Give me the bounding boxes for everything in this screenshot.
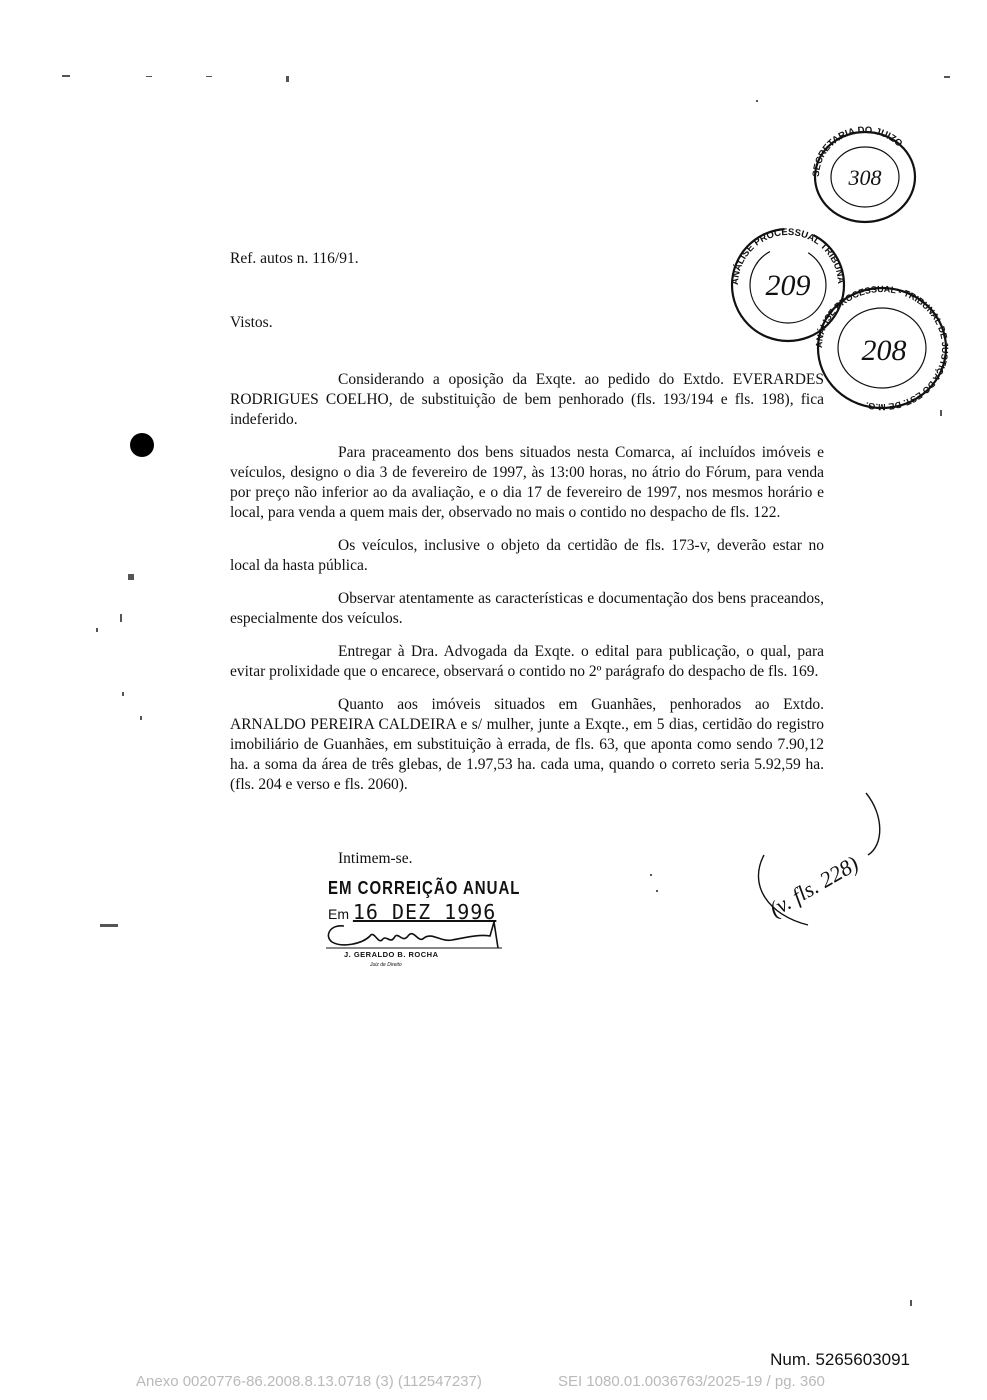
document-body (230, 370, 824, 808)
secretaria-stamp (805, 125, 925, 225)
margin-note-text: (v. fls. 228) (764, 850, 863, 922)
scan-speck (96, 628, 98, 632)
paragraph: Entregar à Dra. Advogada da Exqte. o edital para publicação, o qual, para evitar prolixidade que o encarece, observará o contido no 2º parágrafo do despacho de fls. 169. (230, 643, 824, 680)
correicao-date-value: 16 DEZ 1996 (352, 900, 497, 924)
paragraph: Observar atentamente as características e documentação dos bens praceandos, especialmente dos veículos. (230, 590, 824, 627)
paragraph: Quanto aos imóveis situados em Guanhães, penhorados ao Extdo. ARNALDO PEREIRA CALDEIRA e s/ mulher, junte a Exqte., em 5 dias, certidão do registro imobiliário de Guanhães, em substituição à errada, de fls. 63, que aponta como sendo 7.90,12 ha. a soma da área de três glebas, de 1.97,53 ha. cada uma, quando o correto seria 5.92,59 ha. (fls. 204 e verso e fls. 2060). (230, 696, 824, 793)
greeting: Vistos. (230, 314, 273, 331)
scan-speck (756, 100, 758, 102)
scan-speck (120, 614, 122, 622)
paragraph: Para praceamento dos bens situados nesta Comarca, aí incluídos imóveis e veículos, designo o dia 3 de fevereiro de 1997, às 13:00 horas, no átrio do Fórum, para venda por preço não inferior ao da avaliação, e o dia 17 de fevereiro de 1997, nos mesmos horário e local, para venda a quem mais der, observado no mais o contido no despacho de fls. 122. (230, 444, 824, 521)
tribunal-top-stamp-number: 209 (765, 269, 811, 302)
closing-line: Intimem-se. (338, 850, 413, 867)
judge-title: Juiz de Direito (370, 962, 402, 968)
paragraph: Os veículos, inclusive o objeto da certidão de fls. 173-v, deverão estar no local da hasta pública. (230, 537, 824, 574)
punch-hole (130, 433, 154, 457)
tribunal-top-stamp-text: ANÁLISE PROCESSUAL TRIBUNAL (717, 207, 847, 286)
correicao-date-prefix: Em (328, 906, 349, 922)
scan-speck (656, 890, 658, 892)
sei-page-reference: SEI 1080.01.0036763/2025-19 / pg. 360 (558, 1373, 825, 1390)
annex-reference: Anexo 0020776-86.2008.8.13.0718 (3) (112547237) (136, 1373, 482, 1390)
judge-name: J. GERALDO B. ROCHA (344, 950, 439, 959)
tribunal-right-stamp-number: 208 (861, 334, 907, 367)
margin-note (748, 775, 888, 935)
reference-line: Ref. autos n. 116/91. (230, 250, 359, 267)
scan-speck (128, 574, 134, 580)
scan-speck (140, 716, 142, 720)
scan-speck (146, 76, 152, 77)
correicao-stamp (322, 880, 522, 990)
tribunal-right-stamp-text: ANÁLISE PROCESSUAL - TRIBUNAL DE JUSTIÇA DO EST. DE M.G. (813, 283, 951, 413)
document-number: Num. 5265603091 (770, 1350, 910, 1369)
paragraph: Considerando a oposição da Exqte. ao pedido do Extdo. EVERARDES RODRIGUES COELHO, de substituição de bem penhorado (fls. 193/194 e fls. 198), fica indeferido. (230, 371, 824, 428)
tribunal-right-stamp (812, 282, 952, 412)
scan-speck (62, 75, 70, 77)
scan-speck (122, 692, 124, 696)
scan-speck (940, 410, 942, 416)
scan-speck (910, 1300, 912, 1306)
secretaria-stamp-number: 308 (848, 165, 882, 190)
correicao-title: EM CORREIÇÃO ANUAL (328, 878, 521, 899)
scan-speck (286, 76, 289, 82)
scan-speck (944, 76, 950, 78)
judge-signature (322, 918, 512, 954)
scan-speck (206, 76, 212, 77)
scan-speck (650, 874, 652, 876)
scan-speck (100, 924, 118, 927)
secretaria-stamp-text: SECRETARIA DO JUIZO (810, 124, 905, 178)
